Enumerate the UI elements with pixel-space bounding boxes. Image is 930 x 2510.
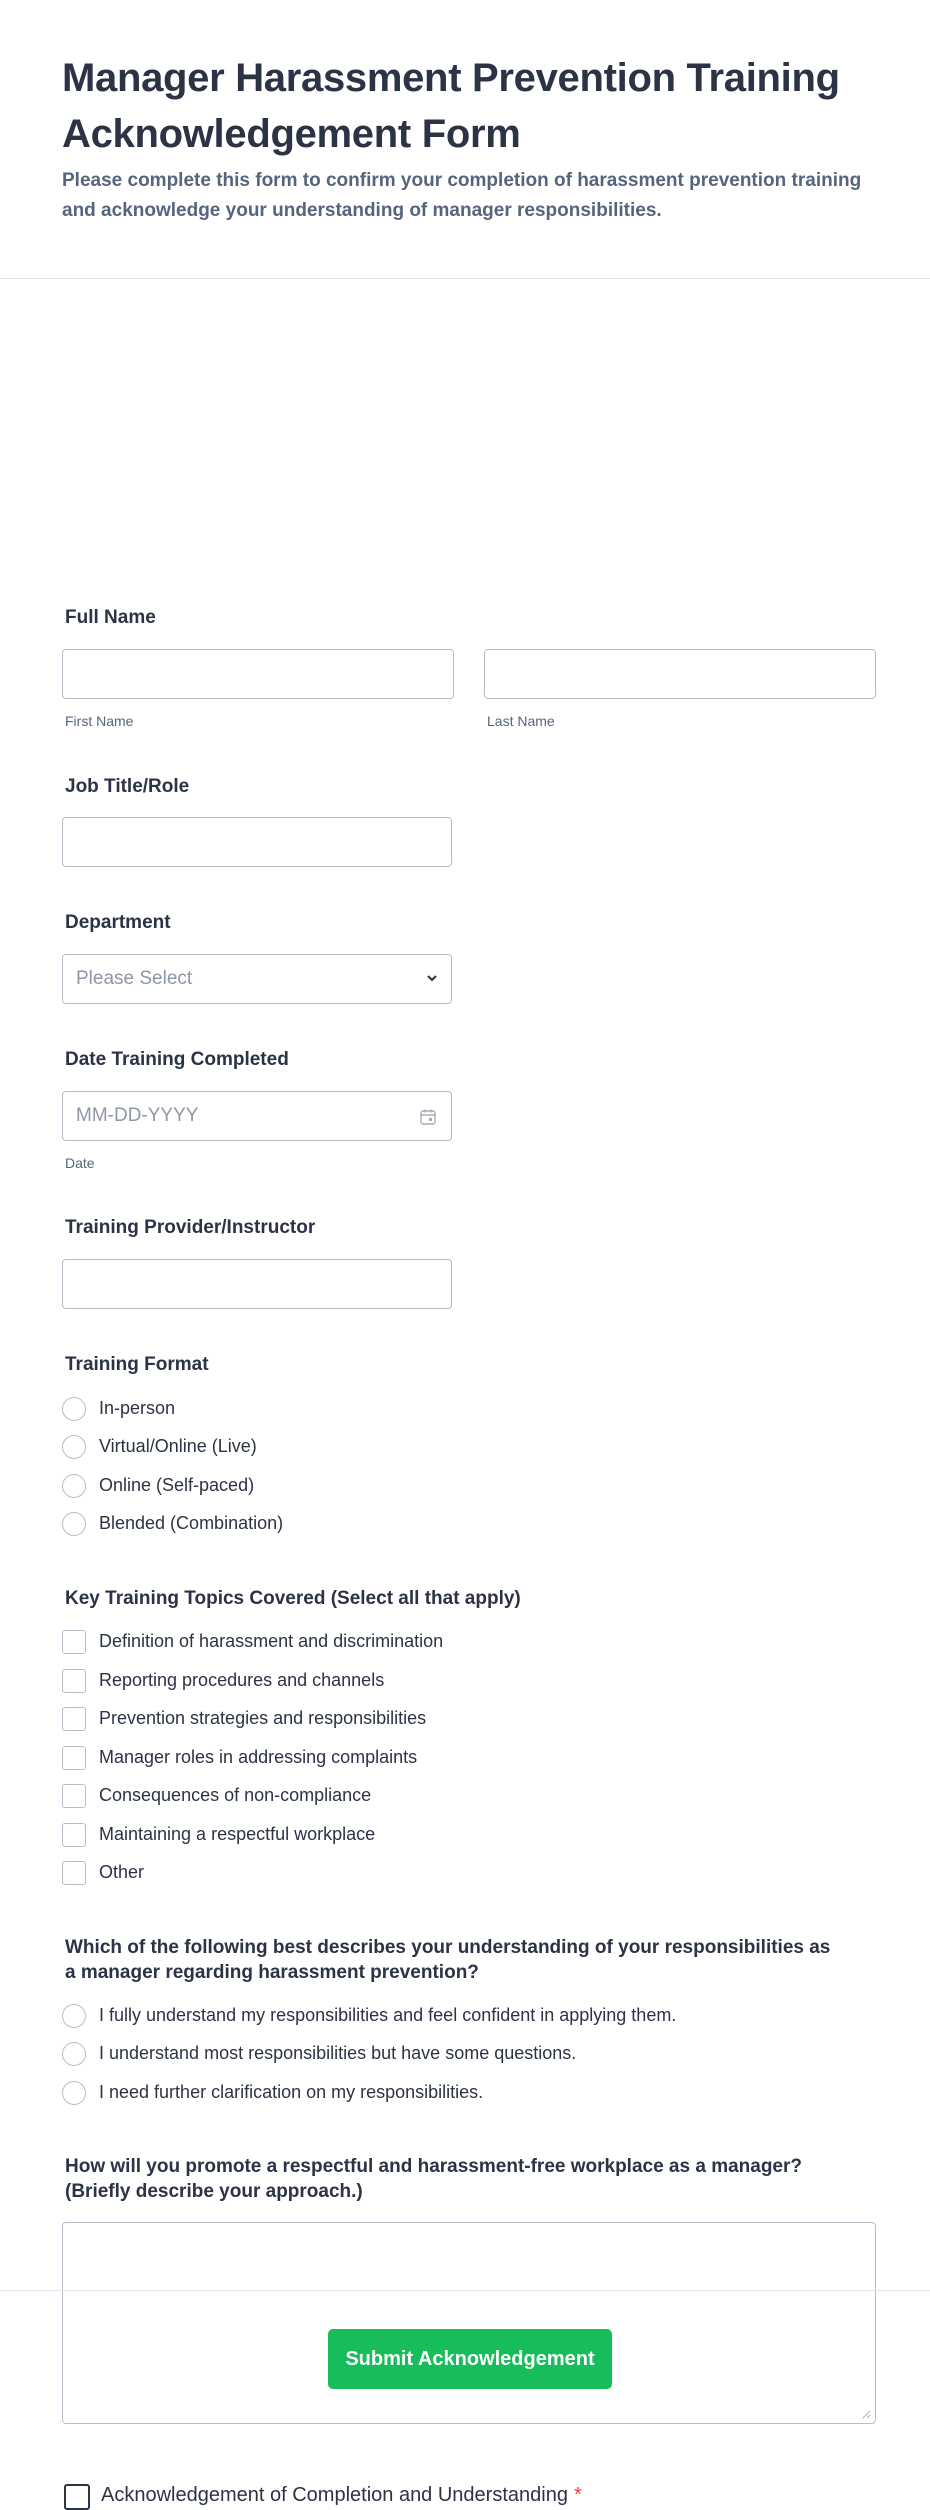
understanding-radio-further[interactable] [62, 2081, 86, 2105]
topic-checkbox-prevention[interactable] [62, 1707, 86, 1731]
department-label: Department [65, 912, 171, 933]
topics-label: Key Training Topics Covered (Select all that apply) [65, 1588, 521, 1609]
topic-checkbox-manager-roles[interactable] [62, 1746, 86, 1770]
acknowledgement-label [101, 2484, 582, 2507]
last-name-sublabel: Last Name [487, 713, 555, 729]
format-radio-self-paced[interactable] [62, 1474, 86, 1498]
topic-option-label: Consequences of non-compliance [99, 1785, 372, 1805]
date-placeholder: MM-DD-YYYY [76, 1105, 199, 1126]
form-subtitle: Please complete this form to confirm your completion of harassment prevention training and acknowledge your understanding of manager responsibilities. [62, 170, 862, 221]
topic-checkbox-other[interactable] [62, 1861, 86, 1885]
last-name-input[interactable] [484, 649, 876, 699]
format-option-label: Blended (Combination) [99, 1513, 284, 1533]
job-title-label: Job Title/Role [65, 776, 190, 797]
approach-label-line2: (Briefly describe your approach.) [65, 2181, 363, 2202]
required-asterisk: * [573, 2484, 582, 2506]
date-input[interactable] [62, 1091, 452, 1141]
topic-option-label: Other [99, 1862, 145, 1882]
format-radio-blended[interactable] [62, 1512, 86, 1536]
understanding-option-label: I understand most responsibilities but have some questions. [99, 2043, 577, 2063]
chevron-down-icon [427, 973, 437, 983]
understanding-label-line2: a manager regarding harassment prevention? [65, 1962, 479, 1983]
calendar-icon[interactable] [419, 1108, 437, 1126]
acknowledgement-checkbox[interactable] [64, 2484, 90, 2510]
provider-input[interactable] [62, 1259, 452, 1309]
understanding-radio-full[interactable] [62, 2004, 86, 2028]
topic-checkbox-respectful[interactable] [62, 1823, 86, 1847]
understanding-label-line1: Which of the following best describes your understanding of your responsibilities as [65, 1937, 831, 1958]
form-title: Manager Harassment Prevention Training Acknowledgement Form [62, 56, 840, 156]
approach-label-line1: How will you promote a respectful and harassment-free workplace as a manager? [65, 2156, 803, 2177]
topic-option-label: Reporting procedures and channels [99, 1670, 385, 1690]
submit-button[interactable]: Submit Acknowledgement [328, 2329, 612, 2389]
topic-checkbox-reporting[interactable] [62, 1669, 86, 1693]
form-header [0, 0, 930, 279]
topic-option-label: Maintaining a respectful workplace [99, 1824, 376, 1844]
understanding-option-label: I need further clarification on my responsibilities. [99, 2082, 484, 2102]
format-option-label: Online (Self-paced) [99, 1475, 255, 1495]
topic-option-label: Manager roles in addressing complaints [99, 1747, 418, 1767]
understanding-option-label: I fully understand my responsibilities and feel confident in applying them. [99, 2005, 677, 2025]
date-completed-label: Date Training Completed [65, 1049, 289, 1070]
topic-checkbox-consequences[interactable] [62, 1784, 86, 1808]
provider-label: Training Provider/Instructor [65, 1217, 316, 1238]
format-option-label: Virtual/Online (Live) [99, 1436, 257, 1456]
approach-textarea[interactable] [62, 2222, 876, 2424]
training-format-label: Training Format [65, 1354, 209, 1375]
department-select[interactable] [62, 954, 452, 1004]
first-name-sublabel: First Name [65, 713, 134, 729]
resize-grip-icon[interactable] [861, 2409, 871, 2419]
format-option-label: In-person [99, 1398, 176, 1418]
topic-checkbox-definition[interactable] [62, 1630, 86, 1654]
format-radio-virtual-live[interactable] [62, 1435, 86, 1459]
first-name-input[interactable] [62, 649, 454, 699]
footer-divider [0, 2290, 930, 2291]
understanding-radio-most[interactable] [62, 2042, 86, 2066]
topic-option-label: Prevention strategies and responsibilities [99, 1708, 427, 1728]
acknowledgement-label-text: Acknowledgement of Completion and Understanding [101, 2484, 568, 2506]
topic-option-label: Definition of harassment and discrimination [99, 1631, 444, 1651]
date-sublabel: Date [65, 1155, 95, 1171]
job-title-input[interactable] [62, 817, 452, 867]
format-radio-in-person[interactable] [62, 1397, 86, 1421]
full-name-label: Full Name [65, 607, 156, 628]
department-placeholder: Please Select [76, 968, 193, 989]
